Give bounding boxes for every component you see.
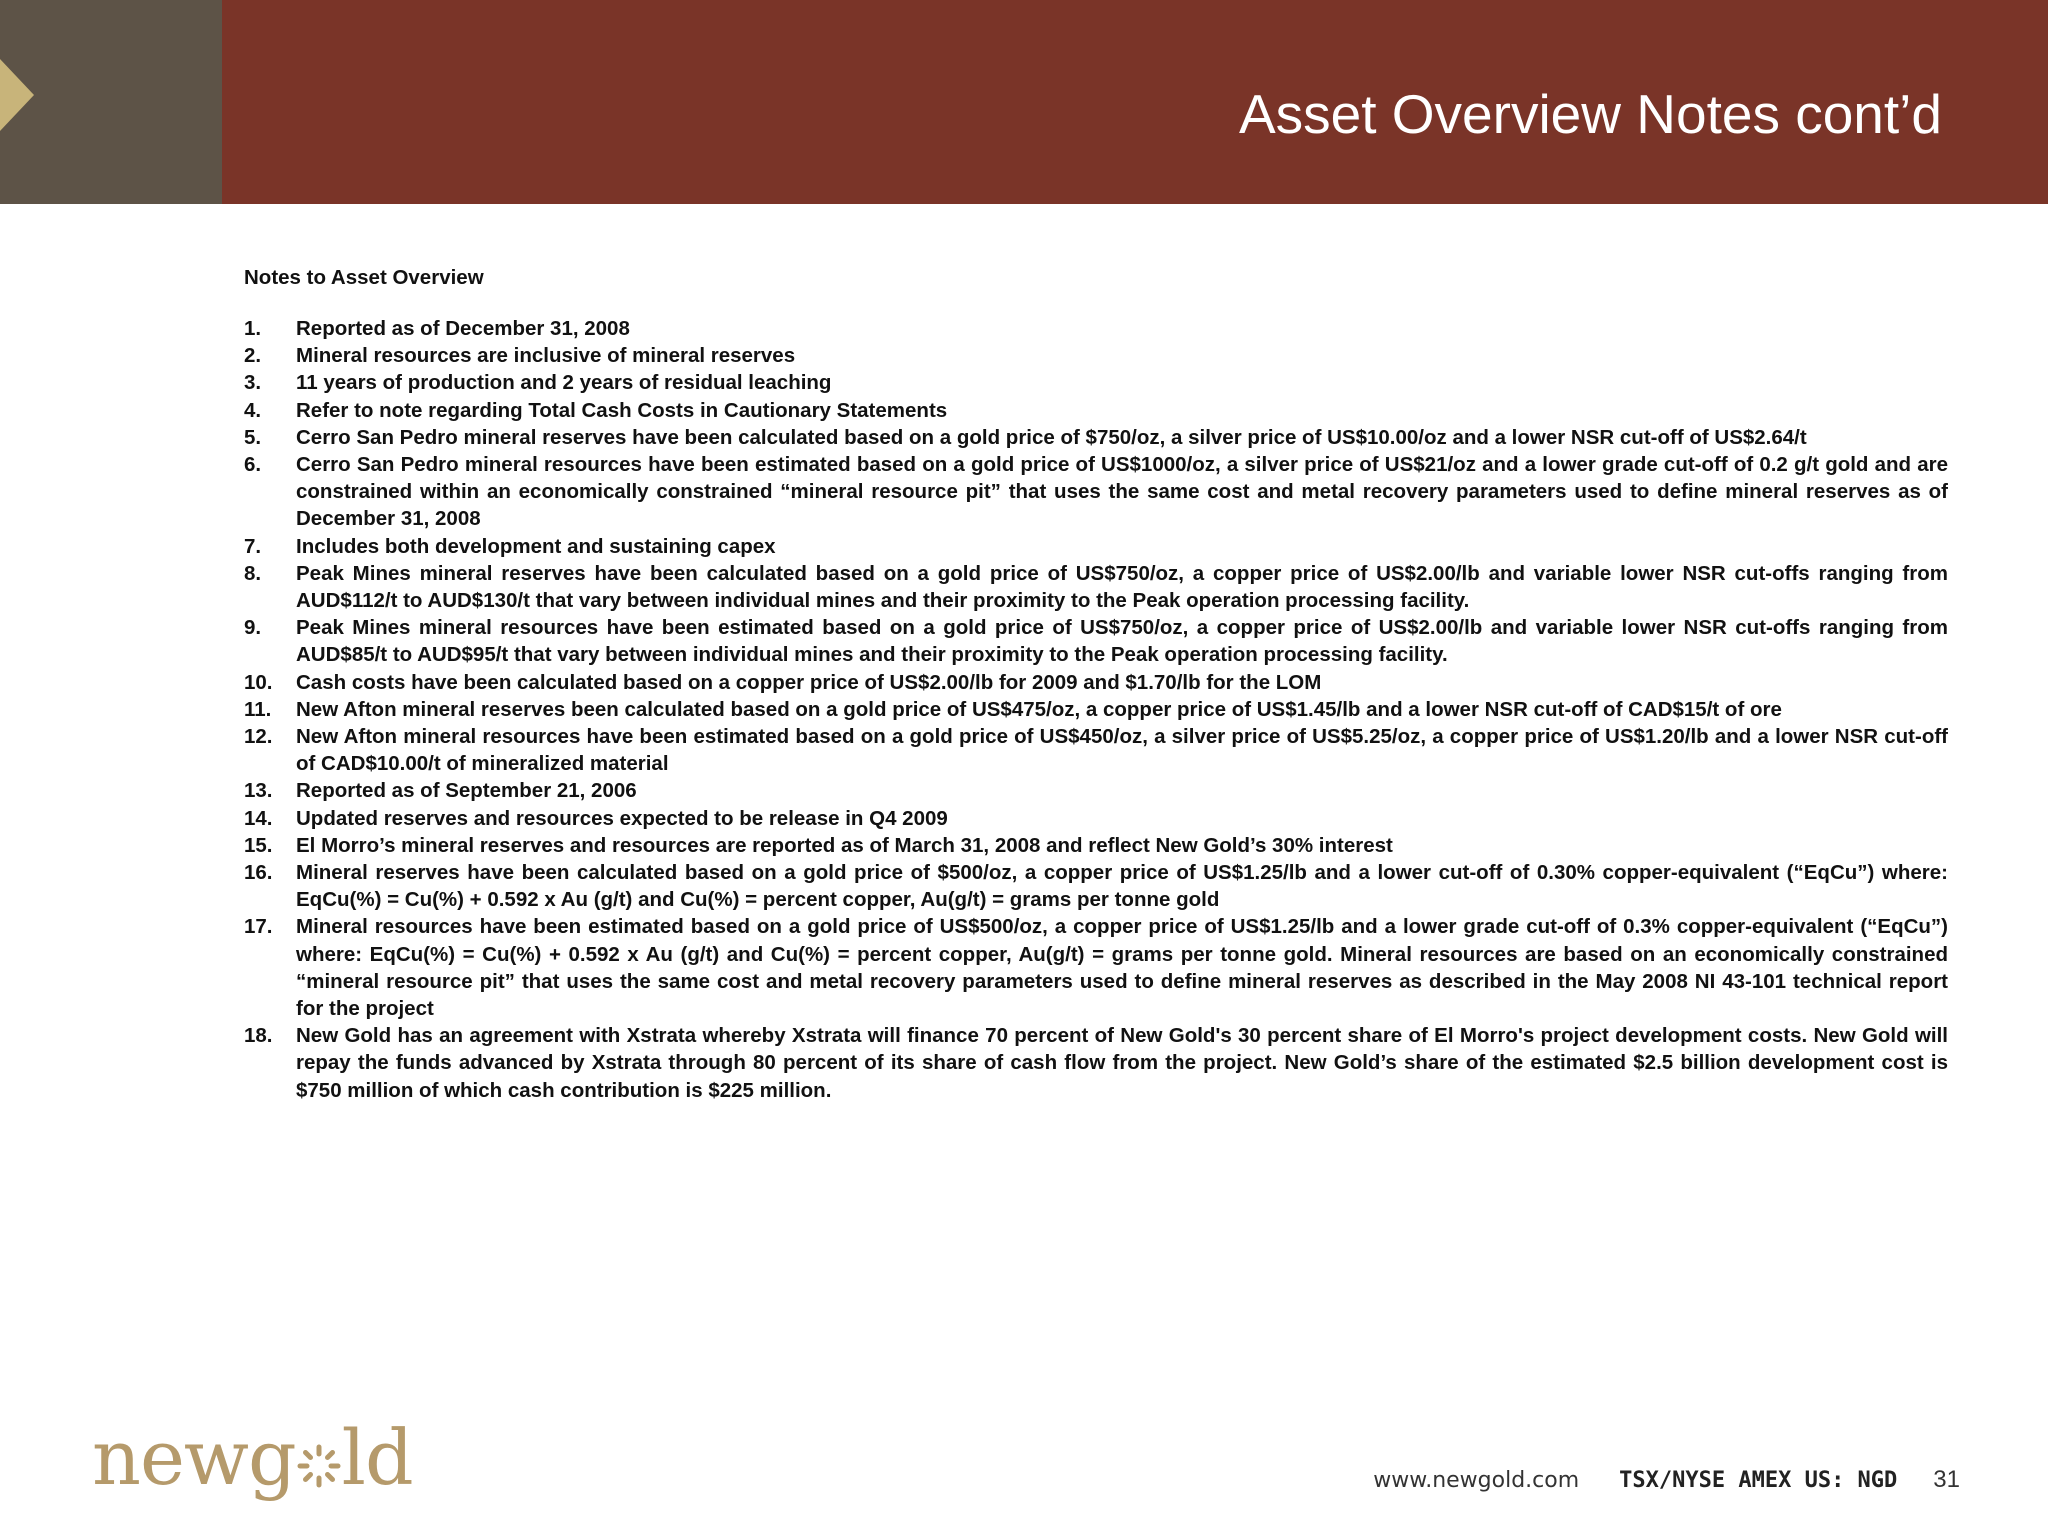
note-text: El Morro’s mineral reserves and resources are reported as of March 31, 2008 and reflect New Gold’s 30% interest	[296, 833, 1393, 857]
note-number: 15.	[244, 833, 273, 857]
note-item	[244, 777, 1948, 804]
note-item	[244, 424, 1948, 451]
note-text: Mineral resources are inclusive of mineral reserves	[296, 344, 796, 368]
note-text: Refer to note regarding Total Cash Costs in Cautionary Statements	[296, 398, 948, 422]
footer	[1373, 1466, 1960, 1494]
note-item	[244, 913, 1948, 1022]
note-item	[244, 669, 1948, 696]
note-text: New Afton mineral reserves been calculated based on a gold price of US$475/oz, a copper price of US$1.45/lb and a lower NSR cut-off of CAD$15/t of ore	[296, 697, 1782, 721]
note-item	[244, 315, 1948, 342]
note-item	[244, 805, 1948, 832]
note-text: 11 years of production and 2 years of residual leaching	[296, 371, 832, 395]
note-item	[244, 533, 1948, 560]
note-number: 16.	[244, 861, 273, 885]
website-link[interactable]: www.newgold.com	[1373, 1468, 1580, 1493]
note-text: Includes both development and sustaining capex	[296, 534, 776, 558]
note-text: Cerro San Pedro mineral resources have been estimated based on a gold price of US$1000/oz, a silver price of US$21/oz and a lower grade cut-off of 0.2 g/t gold and are constrained within an economically constrained “mineral resource pit” that uses the same cost and metal recovery parameters used to define mineral reserves as of December 31, 2008	[296, 453, 1948, 531]
note-text: New Gold has an agreement with Xstrata whereby Xstrata will finance 70 percent of New Gold's 30 percent share of El Morro's project development costs. New Gold will repay the funds advanced by Xstrata through 80 percent of its share of cash flow from the project. New Gold’s share of the estimated $2.5 billion development cost is $750 million of which cash contribution is $225 million.	[296, 1024, 1948, 1102]
note-number: 18.	[244, 1024, 273, 1048]
note-number: 7.	[244, 534, 262, 558]
note-item	[244, 1022, 1948, 1104]
note-item	[244, 397, 1948, 424]
note-number: 3.	[244, 371, 262, 395]
note-item	[244, 560, 1948, 614]
notes-list	[244, 315, 1948, 1104]
note-text: New Afton mineral resources have been estimated based on a gold price of US$450/oz, a silver price of US$5.25/oz, a copper price of US$1.20/lb and a lower NSR cut-off of CAD$10.00/t of mineralized material	[296, 725, 1948, 776]
note-text: Updated reserves and resources expected to be release in Q4 2009	[296, 806, 948, 830]
note-number: 14.	[244, 806, 273, 830]
title-bar	[222, 0, 2048, 204]
note-text: Peak Mines mineral resources have been estimated based on a gold price of US$750/oz, a copper price of US$2.00/lb and variable lower NSR cut-offs ranging from AUD$85/t to AUD$95/t that vary between individual mines and their proximity to the Peak operation processing facility.	[296, 616, 1948, 667]
note-text: Reported as of September 21, 2006	[296, 779, 637, 803]
note-item	[244, 723, 1948, 777]
page-number: 31	[1933, 1466, 1960, 1493]
note-item	[244, 451, 1948, 533]
header-side-block	[0, 0, 222, 204]
note-number: 10.	[244, 670, 273, 694]
note-item	[244, 614, 1948, 668]
page-title: Asset Overview Notes cont’d	[1238, 83, 1942, 145]
note-number: 11.	[244, 697, 272, 721]
note-item	[244, 696, 1948, 723]
note-text: Peak Mines mineral reserves have been calculated based on a gold price of US$750/oz, a copper price of US$2.00/lb and variable lower NSR cut-offs ranging from AUD$112/t to AUD$130/t that vary between individual mines and their proximity to the Peak operation processing facility.	[296, 561, 1948, 613]
note-number: 8.	[244, 561, 262, 585]
note-item	[244, 342, 1948, 369]
note-item	[244, 832, 1948, 859]
notes-section	[244, 266, 1948, 1104]
note-number: 1.	[244, 317, 262, 340]
note-item	[244, 369, 1948, 396]
note-text: Cerro San Pedro mineral reserves have been calculated based on a gold price of $750/oz, a silver price of US$10.00/oz and a lower NSR cut-off of US$2.64/t	[296, 425, 1807, 449]
arrow-icon	[0, 55, 36, 135]
note-text: Cash costs have been calculated based on a copper price of US$2.00/lb for 2009 and $1.70/lb for the LOM	[296, 670, 1322, 694]
note-number: 12.	[244, 725, 273, 749]
stock-ticker: TSX/NYSE AMEX US: NGD	[1619, 1468, 1898, 1493]
note-number: 9.	[244, 616, 262, 640]
note-text: Reported as of December 31, 2008	[296, 317, 630, 340]
note-text: Mineral resources have been estimated based on a gold price of US$500/oz, a copper price of US$1.25/lb and a lower grade cut-off of 0.3% copper-equivalent (“EqCu”) where: EqCu(%) = Cu(%) + 0.592 x Au (g/t) and Cu(%) = percent copper, Au(g/t) = grams per tonne gold. Mineral resources are based on an economically constrained “mineral resource pit” that uses the same cost and metal recovery parameters used to define mineral reserves as described in the May 2008 NI 43-101 technical report for the project	[296, 915, 1948, 1021]
logo-text-start: newg	[92, 1413, 296, 1502]
note-number: 2.	[244, 344, 262, 368]
note-number: 13.	[244, 779, 273, 803]
gold-sunburst-icon	[297, 1417, 341, 1506]
note-item	[244, 859, 1948, 913]
note-number: 4.	[244, 398, 262, 422]
notes-heading: Notes to Asset Overview	[244, 266, 484, 289]
note-text: Mineral reserves have been calculated based on a gold price of $500/oz, a copper price of US$1.25/lb and a lower cut-off of 0.30% copper-equivalent (“EqCu”) where: EqCu(%) = Cu(%) + 0.592 x Au (g/t) and Cu(%) = percent copper, Au(g/t) = grams per tonne gold	[296, 861, 1948, 912]
note-number: 5.	[244, 425, 262, 449]
newgold-logo	[92, 1413, 413, 1502]
note-number: 6.	[244, 453, 262, 477]
note-number: 17.	[244, 915, 273, 939]
logo-text-end: ld	[341, 1413, 413, 1502]
